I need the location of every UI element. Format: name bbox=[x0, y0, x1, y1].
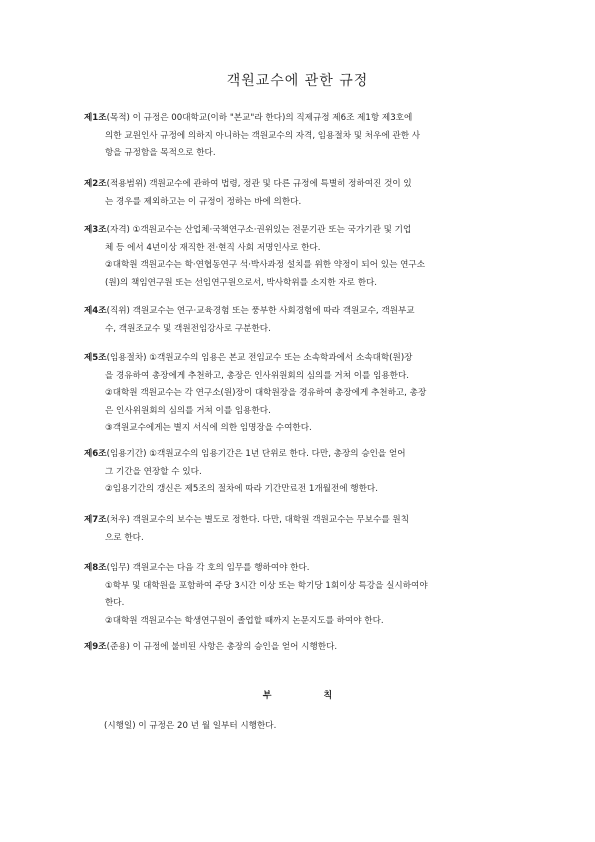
article-line: ②대학원 객원교수는 학·연협동연구 석·박사과정 설치를 위한 약정이 되어 있는 연구소 bbox=[105, 260, 426, 270]
article-line: 한다. bbox=[105, 598, 125, 608]
article-2 bbox=[84, 176, 512, 211]
addenda-title-left: 부 bbox=[262, 691, 272, 701]
article-line: 체 등 에서 4년이상 재직한 전·현직 사회 저명인사로 한다. bbox=[105, 242, 321, 253]
addenda-title bbox=[0, 688, 595, 701]
article-line: 제2조(적용범위) 객원교수에 관하여 법령, 정관 및 다른 규정에 특별히 정하여진 것이 있 bbox=[84, 179, 412, 189]
article-line: 을 경유하여 총장에게 추천하고, 총장은 인사위원회의 심의를 거쳐 이를 임용한다. bbox=[105, 370, 410, 381]
article-number: 제2조 bbox=[84, 179, 107, 189]
article-line: 제9조(준용) 이 규정에 불비된 사항은 총장의 승인을 얻어 시행한다. bbox=[84, 642, 338, 652]
article-line: (원)의 책임연구원 또는 선임연구원으로서, 박사학위를 소지한 자로 한다. bbox=[105, 277, 378, 288]
article-3 bbox=[84, 222, 512, 292]
article-number: 제3조 bbox=[84, 225, 107, 235]
addenda-body: (시행일) 이 규정은 20 년 월 일부터 시행한다. bbox=[104, 721, 277, 731]
article-9 bbox=[84, 639, 512, 657]
article-line: 제7조(처우) 객원교수의 보수는 별도로 정한다. 다만, 대학원 객원교수는 무보수를 원칙 bbox=[84, 515, 409, 525]
article-8 bbox=[84, 560, 512, 630]
article-line: ①학부 및 대학원을 포함하여 주당 3시간 이상 또는 학기당 1회이상 특강을 실시하여야 bbox=[105, 580, 428, 591]
article-line: 항을 규정함을 목적으로 한다. bbox=[105, 148, 216, 158]
article-line: 으로 한다. bbox=[105, 532, 144, 543]
article-line: 는 경우를 제외하고는 이 규정이 정하는 바에 의한다. bbox=[105, 196, 302, 207]
article-4 bbox=[84, 303, 512, 338]
article-line: 제8조(임무) 객원교수는 다음 각 호의 임무를 행하여야 한다. bbox=[84, 563, 310, 573]
article-number: 제7조 bbox=[84, 515, 107, 525]
article-1 bbox=[84, 110, 512, 163]
article-line: 제6조(임용기간) ①객원교수의 임용기간은 1년 단위로 한다. 다만, 총장의 승인을 얻어 bbox=[84, 449, 406, 459]
article-line: ③객원교수에게는 별지 서식에 의한 임명장을 수여한다. bbox=[105, 423, 312, 433]
article-line: ②대학원 객원교수는 각 연구소(원)장이 대학원장을 경유하여 총장에게 추천하고, 총장 bbox=[105, 388, 427, 398]
article-number: 제1조 bbox=[84, 113, 107, 123]
article-5 bbox=[84, 350, 512, 438]
article-number: 제6조 bbox=[84, 449, 107, 459]
article-line: 그 기간을 연장할 수 있다. bbox=[105, 466, 202, 477]
article-number: 제4조 bbox=[84, 306, 107, 316]
document-title: 객원교수에 관한 규정 bbox=[226, 73, 369, 89]
article-number: 제5조 bbox=[84, 353, 107, 363]
article-line: 수, 객원조교수 및 객원전임강사로 구분한다. bbox=[105, 323, 271, 334]
article-line: ②대학원 객원교수는 학생연구원이 졸업할 때까지 논문지도를 하여야 한다. bbox=[105, 615, 384, 626]
article-line: ②임용기간의 갱신은 제5조의 절차에 따라 기간만료전 1개월전에 행한다. bbox=[105, 484, 378, 494]
article-line: 은 인사위원회의 심의를 거쳐 이를 임용한다. bbox=[105, 405, 271, 416]
article-line: 의한 교원인사 규정에 의하지 아니하는 객원교수의 자격, 임용절차 및 처우에 관한 사 bbox=[105, 130, 421, 141]
article-line: 제3조(자격) ①객원교수는 산업체·국책연구소·권위있는 전문기관 또는 국가기관 및 기업 bbox=[84, 225, 412, 235]
article-number: 제8조 bbox=[84, 563, 107, 573]
article-number: 제9조 bbox=[84, 642, 107, 652]
article-line: 제4조(직위) 객원교수는 연구·교육경험 또는 풍부한 사회경험에 따라 객원교수, 객원부교 bbox=[84, 306, 415, 316]
article-7 bbox=[84, 512, 512, 547]
article-line: 제1조(목적) 이 규정은 00대학교(이하 "본교"라 한다)의 직제규정 제6조 제1항 제3호에 bbox=[84, 113, 413, 123]
addenda-title-right: 칙 bbox=[323, 691, 333, 701]
article-line: 제5조(임용절차) ①객원교수의 임용은 본교 전임교수 또는 소속학과에서 소속대학(원)장 bbox=[84, 353, 413, 363]
article-6 bbox=[84, 446, 512, 499]
